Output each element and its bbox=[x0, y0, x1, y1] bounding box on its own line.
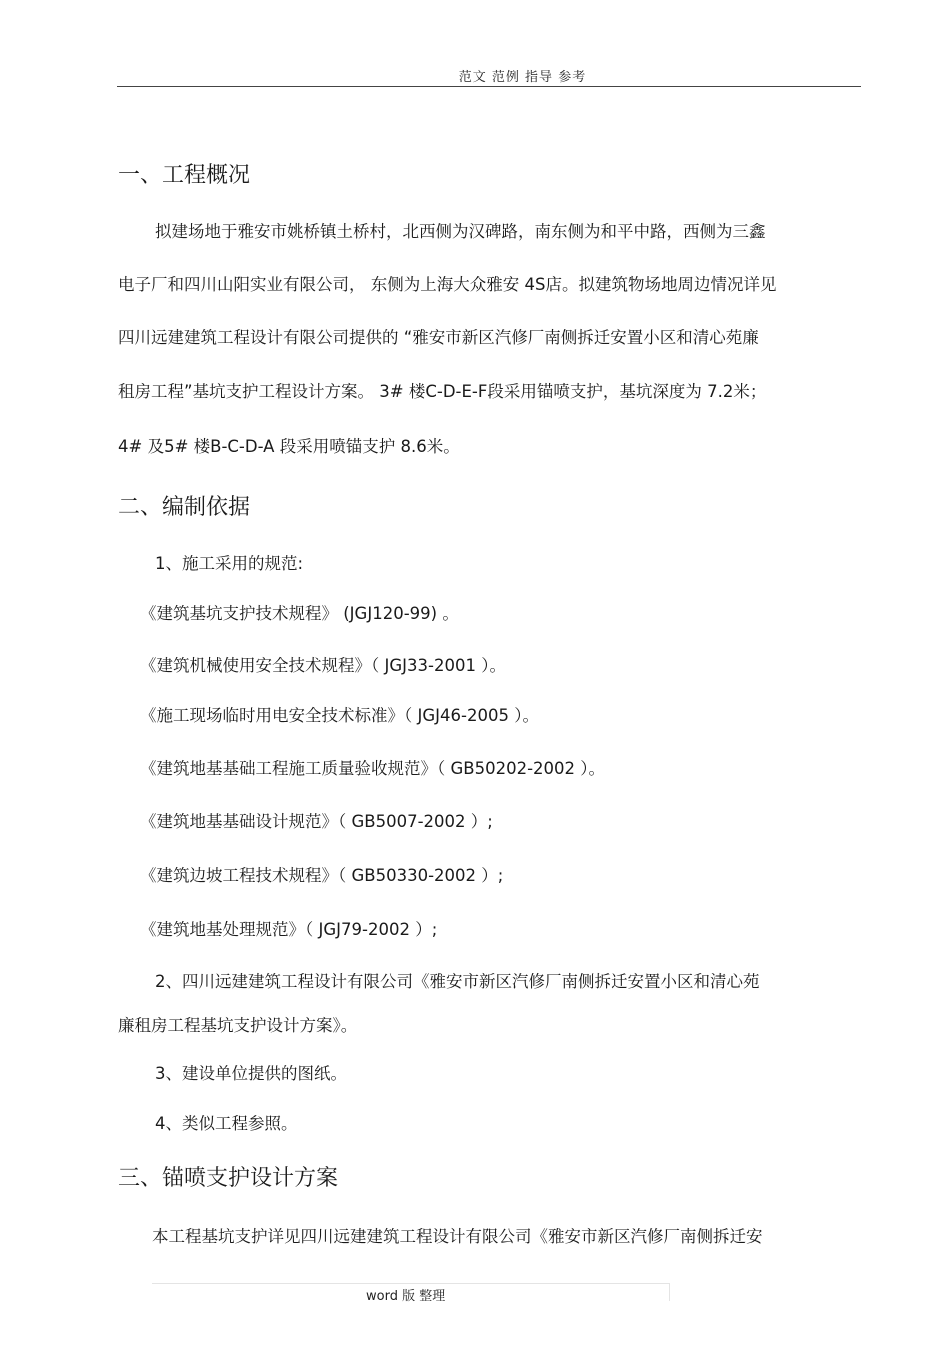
basis-item-4: 4、类似工程参照。 bbox=[155, 1114, 298, 1133]
footer-divider bbox=[152, 1283, 670, 1284]
standard-item: 《建筑地基基础工程施工质量验收规范》（ GB50202-2002 ）。 bbox=[140, 759, 606, 778]
overview-line-3: 四川远建建筑工程设计有限公司提供的 “雅安市新区汽修厂南侧拆迁安置小区和清心苑廉 bbox=[118, 328, 759, 347]
basis-item-2-line-1: 2、四川远建建筑工程设计有限公司《雅安市新区汽修厂南侧拆迁安置小区和清心苑 bbox=[155, 972, 760, 991]
overview-line-4: 租房工程”基坑支护工程设计方案。 3# 楼C-D-E-F段采用锚喷支护，基坑深度为 7.2米； bbox=[118, 382, 767, 401]
page-header: 范文 范例 指导 参考 bbox=[458, 70, 587, 85]
basis-item-3: 3、建设单位提供的图纸。 bbox=[155, 1064, 347, 1083]
standard-item: 《建筑边坡工程技术规程》（ GB50330-2002 ）; bbox=[140, 866, 504, 885]
standard-item: 《建筑地基基础设计规范》（ GB5007-2002 ）; bbox=[140, 812, 493, 831]
basis-item-1: 1、施工采用的规范: bbox=[155, 554, 304, 573]
standard-item: 《建筑机械使用安全技术规程》（ JGJ33-2001 ）。 bbox=[140, 656, 506, 675]
page-footer: word 版 整理 bbox=[366, 1289, 446, 1304]
standard-item: 《建筑地基处理规范》（ JGJ79-2002 ）; bbox=[140, 920, 438, 939]
standard-item: 《建筑基坑支护技术规程》 (JGJ120-99) 。 bbox=[140, 604, 459, 623]
overview-line-2: 电子厂和四川山阳实业有限公司， 东侧为上海大众雅安 4S店。拟建筑物场地周边情况详见 bbox=[118, 275, 777, 294]
basis-item-2-line-2: 廉租房工程基坑支护设计方案》。 bbox=[118, 1016, 358, 1035]
footer-divider-tick bbox=[669, 1283, 670, 1301]
section-title-basis: 二、编制依据 bbox=[118, 495, 251, 520]
overview-line-1: 拟建场地于雅安市姚桥镇土桥村，北西侧为汉碑路，南东侧为和平中路，西侧为三鑫 bbox=[155, 222, 766, 241]
design-line-1: 本工程基坑支护详见四川远建建筑工程设计有限公司《雅安市新区汽修厂南侧拆迁安 bbox=[152, 1227, 763, 1246]
section-title-design: 三、锚喷支护设计方案 bbox=[118, 1166, 339, 1191]
standard-item: 《施工现场临时用电安全技术标准》（ JGJ46-2005 ）。 bbox=[140, 706, 539, 725]
header-divider bbox=[117, 86, 861, 87]
overview-line-5: 4# 及5# 楼B-C-D-A 段采用喷锚支护 8.6米。 bbox=[118, 437, 460, 456]
section-title-overview: 一、工程概况 bbox=[118, 163, 251, 188]
